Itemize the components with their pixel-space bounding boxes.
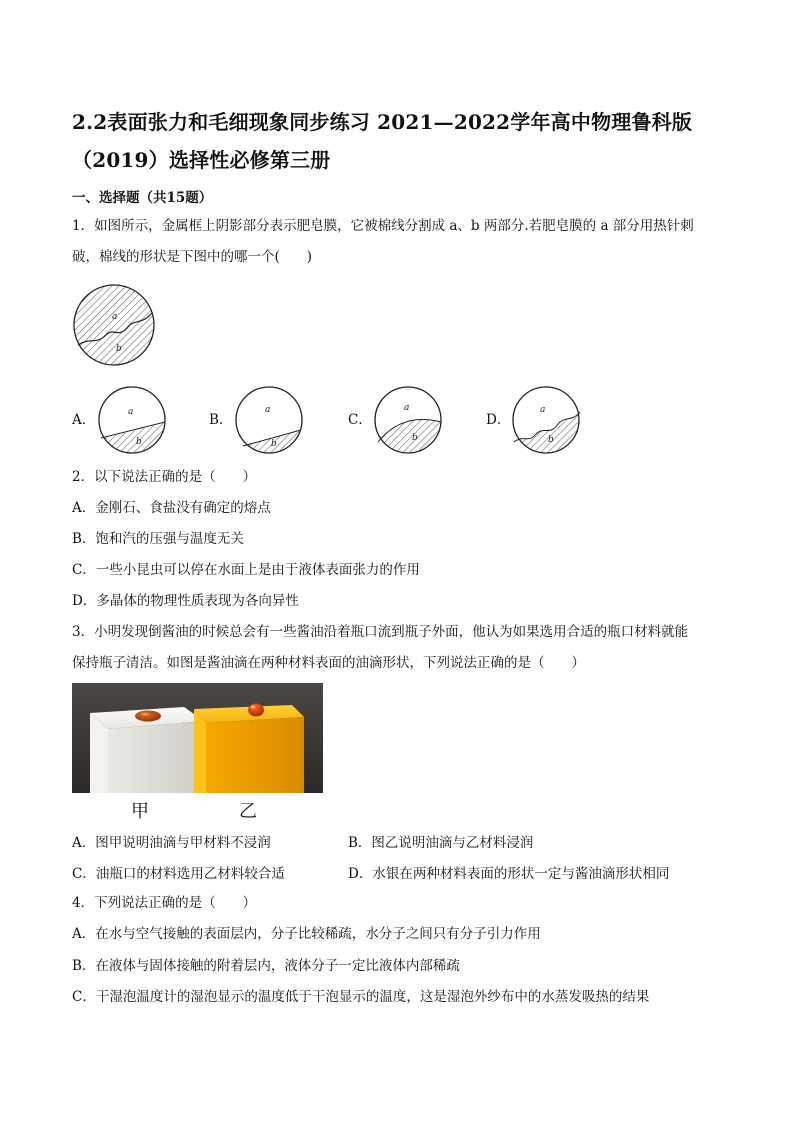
q4-option-a[interactable]: A．在水与空气接触的表面层内，分子比较稀疏，水分子之间只有分子引力作用 — [72, 926, 541, 942]
q3-option-b[interactable]: B．图乙说明油滴与乙材料浸润 — [348, 835, 534, 851]
q1-option-c-label: C． — [348, 412, 372, 428]
q1-option-d-b: b — [548, 435, 554, 445]
q1-main-figure — [72, 283, 156, 367]
q2-option-a[interactable]: A．金刚石、食盐没有确定的熔点 — [72, 500, 271, 516]
q1-stem-line2: 破，棉线的形状是下图中的哪一个( ) — [72, 249, 313, 265]
q1-stem-line1: 1．如图所示，金属框上阴影部分表示肥皂膜，它被棉线分割成 a、b 两部分.若肥皂膜的 a 部分用热针刺 — [72, 218, 694, 234]
q3-caption-jia: 甲 — [131, 801, 149, 822]
q3-option-d[interactable]: D．水银在两种材料表面的形状一定与酱油滴形状相同 — [348, 866, 670, 882]
q1-main-label-a: a — [112, 312, 118, 322]
q1-option-b-a: a — [265, 405, 271, 415]
q1-main-label-b: b — [116, 344, 122, 354]
q1-option-c-figure — [372, 384, 444, 456]
q1-option-c-b: b — [412, 433, 418, 443]
q1-option-a-label: A． — [72, 412, 96, 428]
q2-option-d[interactable]: D．多晶体的物理性质表现为各向异性 — [72, 593, 299, 609]
q1-option-c-a: a — [404, 403, 410, 413]
q3-options-row2 — [72, 862, 732, 882]
section-heading: 一、选择题（共15题） — [72, 190, 213, 206]
q3-stem-line2: 保持瓶子清洁。如图是酱油滴在两种材料表面的油滴形状，下列说法正确的是（ ） — [72, 655, 585, 671]
q1-option-d-label: D． — [486, 412, 511, 428]
q1-option-d-figure — [510, 384, 582, 456]
q3-photo-illustration — [72, 683, 323, 793]
q1-option-b-label: B． — [209, 412, 233, 428]
q1-option-a-figure — [96, 384, 168, 456]
q2-option-c[interactable]: C．一些小昆虫可以停在水面上是由于液体表面张力的作用 — [72, 562, 420, 578]
q1-option-a-b: b — [136, 437, 142, 447]
q2-stem: 2．以下说法正确的是（ ） — [72, 469, 257, 485]
q1-option-a-a: a — [128, 407, 134, 417]
q4-option-c[interactable]: C．干湿泡温度计的湿泡显示的温度低于干泡显示的温度，这是湿泡外纱布中的水蒸发吸热的结果 — [72, 989, 650, 1005]
q2-option-b[interactable]: B．饱和汽的压强与温度无关 — [72, 531, 244, 547]
q3-option-a[interactable]: A．图甲说明油滴与甲材料不浸润 — [72, 835, 271, 851]
q1-option-b-figure — [233, 384, 305, 456]
q3-options-row1 — [72, 831, 732, 851]
page-title: 2.2表面张力和毛细现象同步练习 2021—2022学年高中物理鲁科版（2019）选择性必修第三册 — [72, 110, 693, 172]
q3-photo — [72, 683, 323, 793]
q1-option-d-a: a — [540, 405, 546, 415]
q3-caption-yi: 乙 — [239, 801, 257, 822]
q4-stem: 4．下列说法正确的是（ ） — [72, 895, 257, 911]
q3-stem-line1: 3．小明发现倒酱油的时候总会有一些酱油沿着瓶口流到瓶子外面，他认为如果选用合适的瓶口材料就能 — [72, 624, 689, 640]
q1-options — [72, 384, 732, 460]
q3-option-c[interactable]: C．油瓶口的材料选用乙材料较合适 — [72, 866, 285, 882]
q1-option-b-b: b — [271, 439, 277, 449]
q4-option-b[interactable]: B．在液体与固体接触的附着层内，液体分子一定比液体内部稀疏 — [72, 958, 460, 974]
